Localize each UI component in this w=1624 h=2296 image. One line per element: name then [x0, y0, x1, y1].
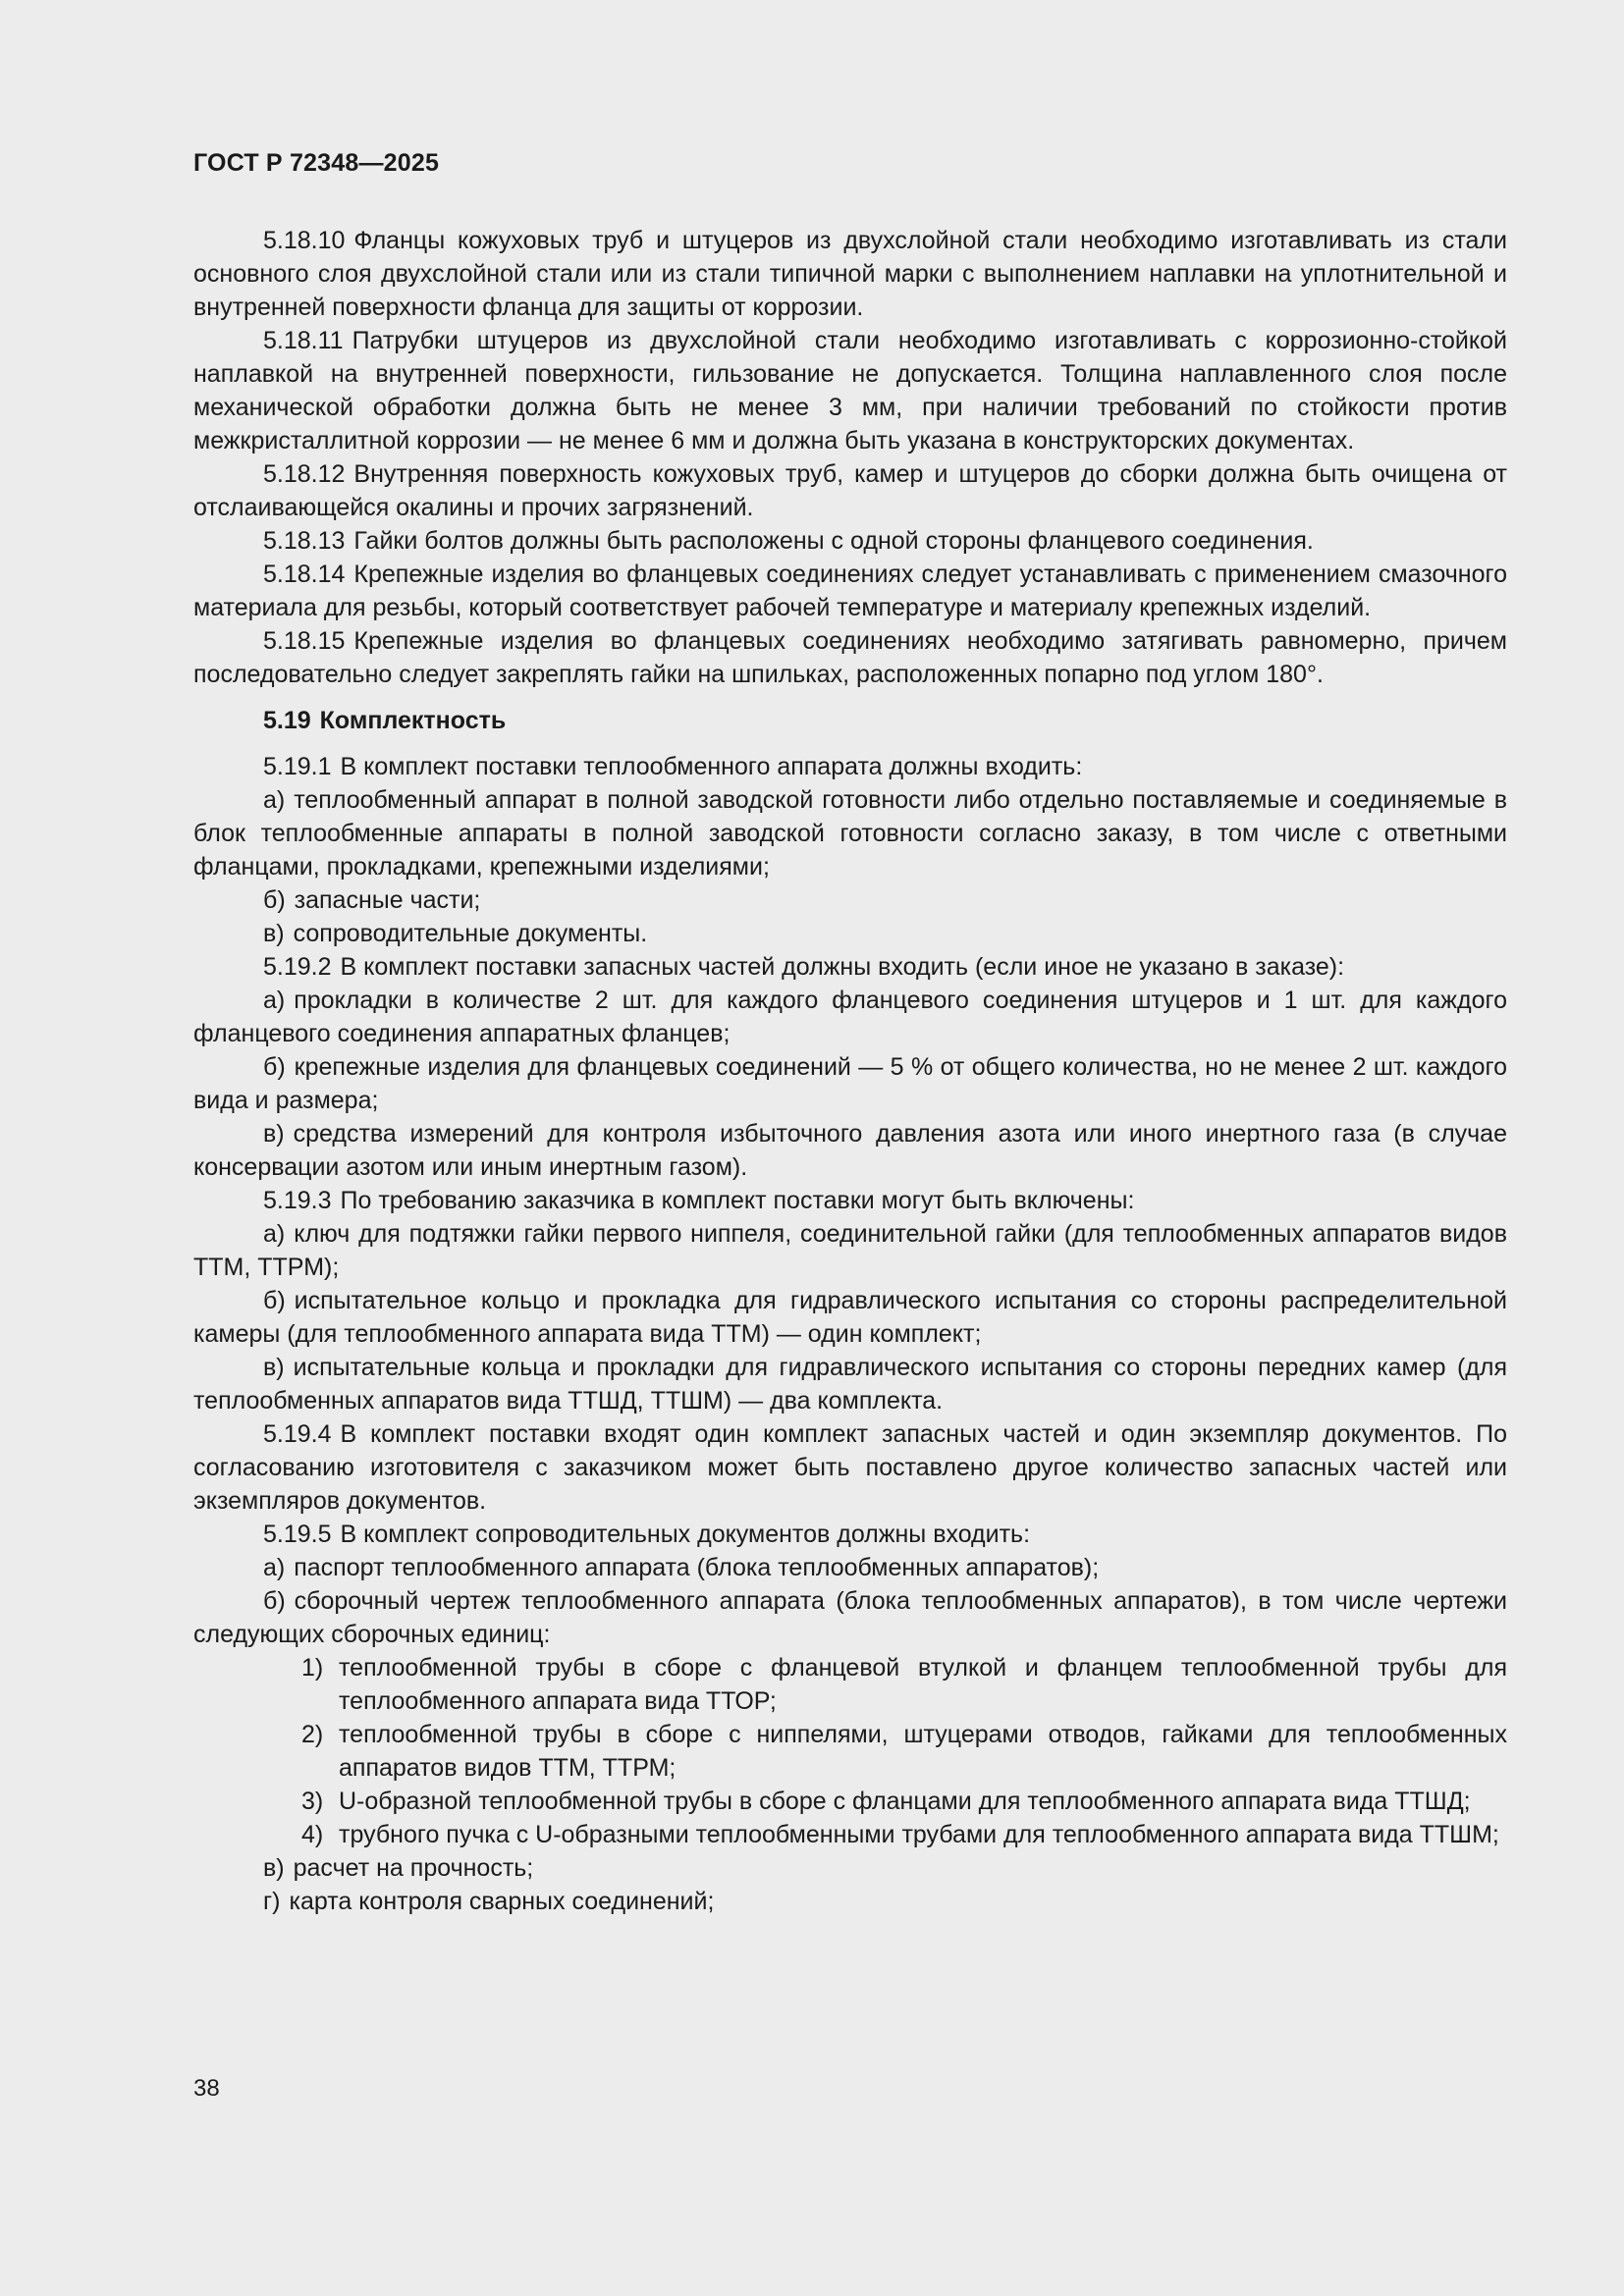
- section-title: Комплектность: [319, 707, 507, 734]
- list-text: ключ для подтяжки гайки первого ниппеля, соединительной гайки (для теплообменных аппаратов видов ТТМ, ТТРМ);: [193, 1220, 1507, 1281]
- list-text: запасные части;: [294, 886, 481, 914]
- paragraph-5-18-12: [193, 457, 1507, 524]
- list-marker: в): [263, 1354, 285, 1381]
- paragraph-5-18-10: [193, 224, 1507, 324]
- clause-text: По требованию заказчика в комплект поставки могут быть включены:: [340, 1187, 1135, 1214]
- paragraph-5-19-2: [193, 950, 1507, 984]
- paragraph-5-19-3: [193, 1184, 1507, 1217]
- numbered-item-4: [193, 1818, 1507, 1851]
- list-marker: г): [263, 1888, 281, 1915]
- list-text: прокладки в количестве 2 шт. для каждого фланцевого соединения штуцеров и 1 шт. для каждого фланцевого соединения аппаратных фланцев;: [193, 987, 1507, 1047]
- clause-text: В комплект поставки запасных частей должны входить (если иное не указано в заказе):: [340, 953, 1345, 981]
- numbered-marker: 2): [301, 1721, 324, 1748]
- list-item-a: [193, 783, 1507, 883]
- list-marker: а): [263, 1554, 286, 1581]
- clause-text: Патрубки штуцеров из двухслойной стали необходимо изготавливать с коррозионно-стойкой наплавкой на внутренней поверхности, гильзование не допускается. Толщина наплавленного слоя после механической обработки должна быть не менее 3 мм, при наличии требований по стойкости против межкристаллитной коррозии — не менее 6 мм и должна быть указана в конструкторских документах.: [193, 327, 1507, 454]
- list-item-b: [193, 883, 1507, 917]
- list-item-v: [193, 1851, 1507, 1885]
- list-marker: б): [263, 1587, 286, 1615]
- list-item-b: [193, 1584, 1507, 1651]
- numbered-text: теплообменной трубы в сборе с ниппелями, штуцерами отводов, гайками для теплообменных аппаратов видов ТТМ, ТТРМ;: [339, 1721, 1507, 1782]
- list-text: сопроводительные документы.: [293, 920, 648, 947]
- list-marker: а): [263, 987, 286, 1014]
- clause-number: 5.18.15: [263, 627, 346, 655]
- list-item-g: [193, 1885, 1507, 1918]
- paragraph-5-18-14: [193, 558, 1507, 624]
- list-marker: б): [263, 886, 286, 914]
- numbered-marker: 1): [301, 1654, 324, 1682]
- numbered-text: трубного пучка с U-образными теплообменными трубами для теплообменного аппарата вида ТТШМ;: [339, 1821, 1499, 1848]
- list-item-v: [193, 917, 1507, 950]
- list-marker: в): [263, 920, 285, 947]
- clause-number: 5.19.1: [263, 753, 332, 780]
- paragraph-5-19-4: [193, 1417, 1507, 1518]
- list-marker: а): [263, 786, 286, 814]
- document-body: [193, 224, 1507, 1918]
- section-heading-5-19: [193, 704, 1507, 737]
- page-number: 38: [193, 2075, 220, 2102]
- numbered-marker: 3): [301, 1788, 324, 1815]
- clause-text: Внутренняя поверхность кожуховых труб, камер и штуцеров до сборки должна быть очищена от отслаивающейся окалины и прочих загрязнений.: [193, 460, 1507, 521]
- list-marker: в): [263, 1120, 285, 1148]
- clause-number: 5.18.12: [263, 460, 346, 488]
- document-code-header: ГОСТ Р 72348—2025: [193, 149, 440, 177]
- numbered-item-3: [193, 1785, 1507, 1818]
- numbered-text: теплообменной трубы в сборе с фланцевой втулкой и фланцем теплообменной трубы для теплообменного аппарата вида ТТОР;: [339, 1654, 1507, 1715]
- clause-number: 5.18.13: [263, 527, 346, 555]
- document-page: [193, 0, 1507, 2296]
- list-marker: а): [263, 1220, 286, 1248]
- list-item-a: [193, 984, 1507, 1050]
- clause-number: 5.18.11: [263, 327, 344, 354]
- clause-text: В комплект поставки теплообменного аппарата должны входить:: [340, 753, 1083, 780]
- paragraph-5-19-1: [193, 750, 1507, 783]
- numbered-marker: 4): [301, 1821, 324, 1848]
- list-text: паспорт теплообменного аппарата (блока теплообменных аппаратов);: [294, 1554, 1100, 1581]
- numbered-item-2: [193, 1718, 1507, 1785]
- list-item-b: [193, 1284, 1507, 1351]
- clause-number: 5.19.3: [263, 1187, 332, 1214]
- list-text: испытательное кольцо и прокладка для гидравлического испытания со стороны распределительной камеры (для теплообменного аппарата вида ТТМ) — один комплект;: [193, 1287, 1507, 1348]
- clause-text: В комплект сопроводительных документов должны входить:: [340, 1521, 1031, 1548]
- list-text: карта контроля сварных соединений;: [289, 1888, 715, 1915]
- list-text: крепежные изделия для фланцевых соединений — 5 % от общего количества, но не менее 2 шт. каждого вида и размера;: [193, 1053, 1507, 1114]
- clause-text: В комплект поставки входят один комплект запасных частей и один экземпляр документов. По согласованию изготовителя с заказчиком может быть поставлено другое количество запасных частей или экземпляров документов.: [193, 1420, 1507, 1515]
- paragraph-5-18-11: [193, 324, 1507, 457]
- clause-text: Фланцы кожуховых труб и штуцеров из двухслойной стали необходимо изготавливать из стали основного слоя двухслойной стали или из стали типичной марки с выполнением наплавки на уплотнительной и внутренней поверхности фланца для защиты от коррозии.: [193, 227, 1507, 321]
- list-text: расчет на прочность;: [293, 1854, 534, 1882]
- list-item-a: [193, 1551, 1507, 1584]
- list-item-a: [193, 1217, 1507, 1284]
- clause-number: 5.19.2: [263, 953, 332, 981]
- list-text: сборочный чертеж теплообменного аппарата (блока теплообменных аппаратов), в том числе чертежи следующих сборочных единиц:: [193, 1587, 1507, 1648]
- list-text: теплообменный аппарат в полной заводской готовности либо отдельно поставляемые и соединяемые в блок теплообменные аппараты в полной заводской готовности согласно заказу, в том числе с ответными фланцами, прокладками, крепежными изделиями;: [193, 786, 1507, 881]
- numbered-item-1: [193, 1651, 1507, 1718]
- paragraph-5-18-15: [193, 624, 1507, 691]
- paragraph-5-18-13: [193, 524, 1507, 558]
- paragraph-5-19-5: [193, 1518, 1507, 1551]
- section-number: 5.19: [263, 707, 311, 734]
- clause-number: 5.18.14: [263, 561, 346, 588]
- list-item-v: [193, 1351, 1507, 1417]
- list-item-b: [193, 1050, 1507, 1117]
- clause-text: Крепежные изделия во фланцевых соединениях следует устанавливать с применением смазочного материала для резьбы, который соответствует рабочей температуре и материалу крепежных изделий.: [193, 561, 1507, 621]
- list-text: испытательные кольца и прокладки для гидравлического испытания со стороны передних камер (для теплообменных аппаратов вида ТТШД, ТТШМ) — два комплекта.: [193, 1354, 1507, 1415]
- list-item-v: [193, 1117, 1507, 1184]
- clause-number: 5.19.5: [263, 1521, 332, 1548]
- clause-number: 5.19.4: [263, 1420, 332, 1448]
- list-marker: в): [263, 1854, 285, 1882]
- numbered-text: U-образной теплообменной трубы в сборе с фланцами для теплообменного аппарата вида ТТШД;: [339, 1788, 1471, 1815]
- clause-text: Крепежные изделия во фланцевых соединениях необходимо затягивать равномерно, причем последовательно следует закреплять гайки на шпильках, расположенных попарно под углом 180°.: [193, 627, 1507, 688]
- list-text: средства измерений для контроля избыточного давления азота или иного инертного газа (в случае консервации азотом или иным инертным газом).: [193, 1120, 1507, 1181]
- list-marker: б): [263, 1053, 286, 1081]
- clause-number: 5.18.10: [263, 227, 346, 254]
- clause-text: Гайки болтов должны быть расположены с одной стороны фланцевого соединения.: [353, 527, 1314, 555]
- list-marker: б): [263, 1287, 286, 1314]
